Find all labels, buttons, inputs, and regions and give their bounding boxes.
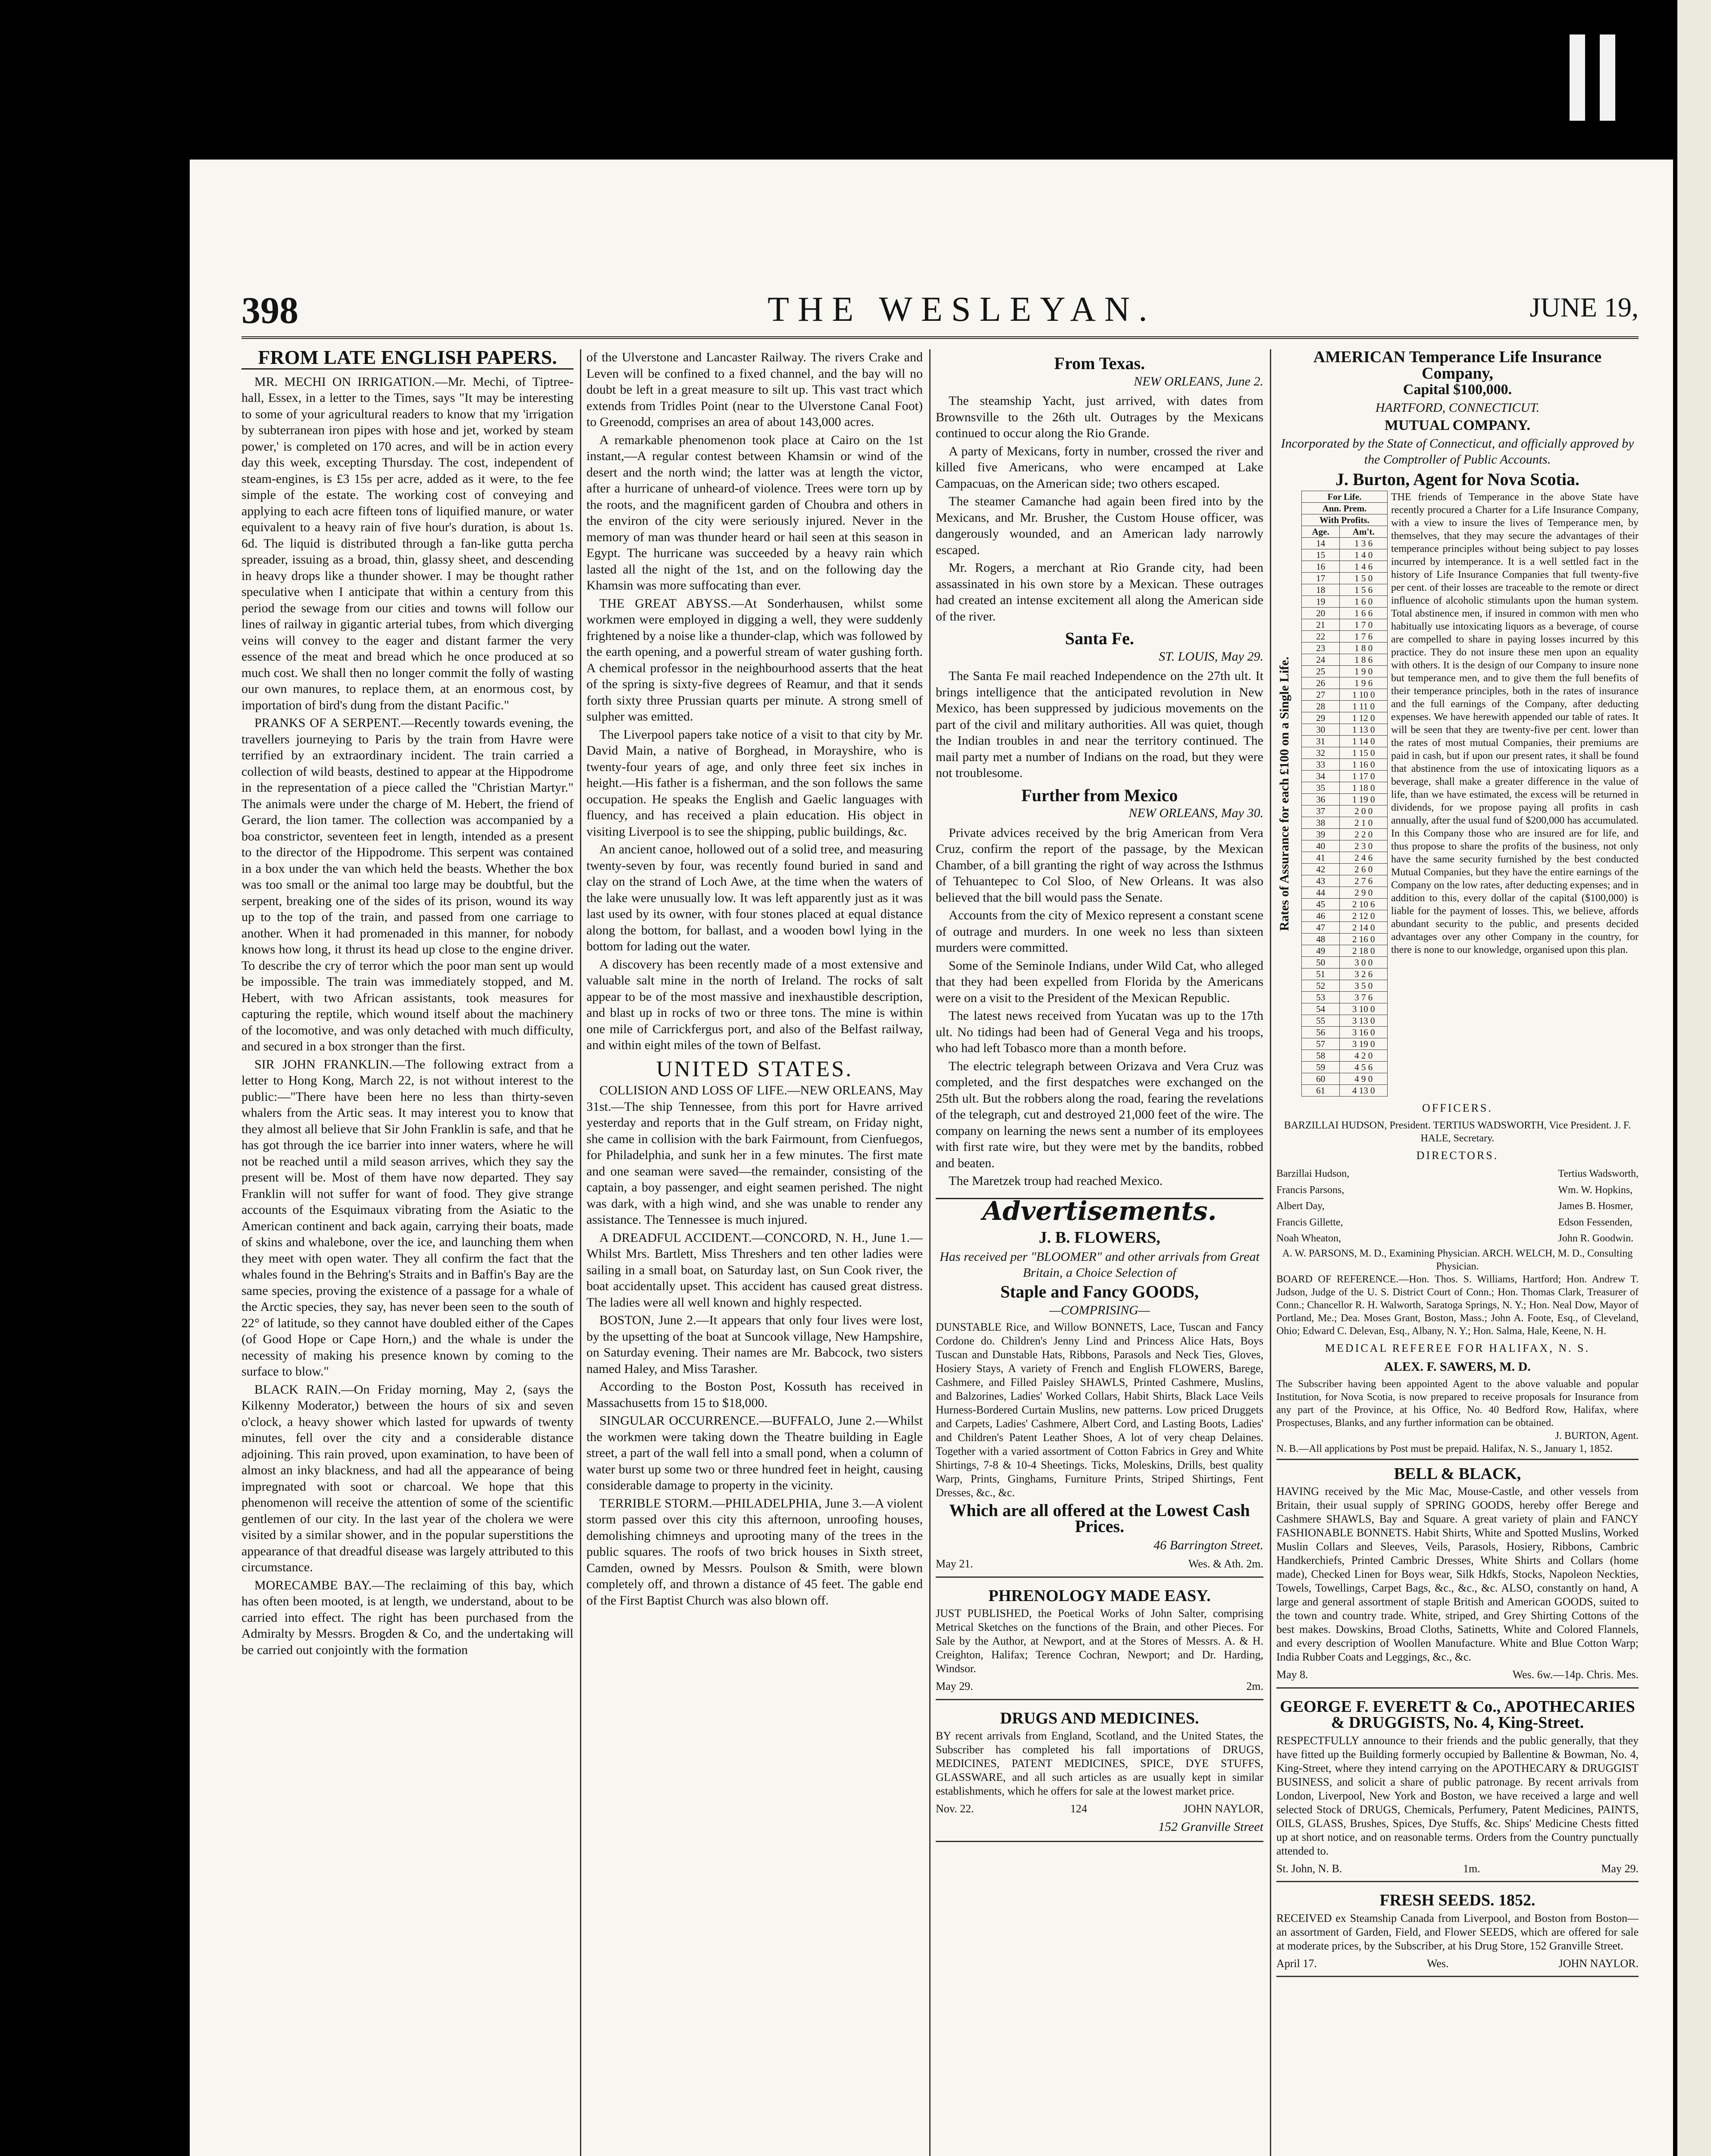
rates-row [1302,968,1388,980]
rates-amount: 2 9 0 [1340,887,1388,899]
article-morecambe: MORECAMBE BAY.—The reclaiming of this bay, which has often been mooted, is at length, we understand, about to be carried into effect. The right has been purchased from the Admiralty by Messrs. Brogden & Co, and the undertaking will be carried out conjointly with the formation [241,1578,573,1657]
rates-age: 40 [1302,840,1340,852]
rates-row [1302,980,1388,992]
rates-amount: 1 5 6 [1340,584,1388,596]
rates-row [1302,899,1388,910]
rates-row [1302,677,1388,689]
rates-amount: 1 14 0 [1340,736,1388,747]
rates-age: 31 [1302,736,1340,747]
rates-amount: 2 14 0 [1340,922,1388,934]
rates-row [1302,608,1388,619]
rates-amount: 4 5 6 [1340,1062,1388,1073]
paragraph: The steamship Yacht, just arrived, with dates from Brownsville to the 26th ult. Outrages by the Mexicans continued to occur along the Rio Grande. [936,394,1263,440]
issue-date: JUNE 19, [1529,292,1639,323]
ad-bell-black [1276,1460,1639,1689]
ad-body: RECEIVED ex Steamship Canada from Liverpool, and Boston from Boston—an assortment of Garden, Field, and Flower SEEDS, which are offered for sale at moderate prices, by the Subscriber, at his Drug Store, 152 Granville Street. [1276,1912,1639,1952]
referee-name: ALEX. F. SAWERS, M. D. [1384,1360,1531,1374]
rates-row [1302,1015,1388,1027]
ad-insertion: 1m. [1463,1862,1480,1875]
rates-age: 45 [1302,899,1340,910]
rates-amount: 1 8 6 [1340,654,1388,666]
insurance-capital: Capital $100,000. [1403,382,1512,398]
director: John R. Goodwin. [1558,1233,1634,1244]
article-cairo: A remarkable phenomenon took place at Cairo on the 1st instant,—A regular contest between Khamsin or wind of the desert and the north wind; the latter was at length the victor, after a hurricane of unheard-of violence. Trees were torn up by the roots, and the magnificent garden of Choubra and others in the environ of the city were seriously injured. Never in the memory of man was thunder heard or hail seen at this season in Egypt. The hurricane was succeeded by a heavy rain which lasted all the night of the 1st, and on the following day the Khamsin was more suffocating than ever. [586,432,923,592]
rates-row [1302,747,1388,759]
article-singular: SINGULAR OCCURRENCE.—BUFFALO, June 2.—Whilst the workmen were taking down the Theatre building in Eagle street, a part of the wall fell into a small pond, when a column of water burst up some two or three hundred feet in height, causing considerable damage to property in the vicinity. [586,1413,923,1492]
rates-header: With Profits. [1302,514,1388,526]
rates-age: 30 [1302,724,1340,736]
rates-age: 39 [1302,829,1340,840]
rates-age: 57 [1302,1038,1340,1050]
rates-row [1302,852,1388,864]
article-railway-cont: of the Ulverstone and Lancaster Railway. The rivers Crake and Leven will be confined to a fixed channel, and the bay will no doubt be left in a great measure to silt up. This vast tract which extends from Tridles Point (near to the Ulverstone Canal Foot) to Greenodd, comprises an area of about 143,000 acres. [586,350,923,429]
rates-age: 26 [1302,677,1340,689]
director: Francis Parsons, [1276,1184,1344,1196]
rates-age: 36 [1302,794,1340,805]
column-rule [1270,349,1271,2156]
ad-date: May 21. [936,1557,973,1570]
ad-date: May 29. [936,1680,973,1692]
ad-title: GEORGE F. EVERETT & Co., APOTHECARIES & DRUGGISTS, No. 4, King-Street. [1280,1697,1635,1732]
rates-body [1302,538,1388,1097]
mexico-heading: Further from Mexico [1021,785,1178,805]
advertisements-heading: Advertisements. [936,1198,1263,1220]
ad-footer [936,1678,1263,1695]
rates-age: 15 [1302,549,1340,561]
rates-row [1302,759,1388,771]
rates-side-label: Rates of Assurance for each £100 on a Single Life. [1277,656,1291,931]
rates-age: 19 [1302,596,1340,608]
texas-heading: From Texas. [1054,354,1145,373]
rates-row [1302,1062,1388,1073]
ad-title: PHRENOLOGY MADE EASY. [988,1586,1211,1605]
ad-body: HAVING received by the Mic Mac, Mouse-Castle, and other vessels from Britain, their usual supply of SPRING GOODS, hereby offer Berege and Cashmere SHAWLS, Bay and Square. A great variety of plain and FANCY FASHIONABLE BONNETS. Habit Shirts, White and Spotted Muslins, Worked Muslin Collars and Sleeves, Veils, Parasols, Hosiery, Ribbons, Cambric Handkerchiefs, Printed Cambric Dresses, White Shirts and Collars (home made), Checked Linen for Boys wear, Silk Hdkfs, Stocks, Napoleon Neckties, Towels, Towellings, Carpet Bags, &c., &c., &c. ALSO, constantly on hand, A large and general assortment of staple British and American GOODS, suited to the town and country trade. White, striped, and Grey Shirting Cottons of the best makes. Dowskins, Broad Cloths, Satinetts, White and Colored Flannels, and every description of Woollen Manufacture. White and Blue Cotton Warp; India Rubber Coats and Leggings, &c., &c. [1276,1485,1639,1663]
dateline: ST. LOUIS, May 29. [1159,649,1263,664]
newspaper-page [190,160,1673,2156]
rates-age: 22 [1302,631,1340,642]
rates-row [1302,782,1388,794]
ad-subtitle: Has received per "BLOOMER" and other arrivals from Great Britain, a Choice Selection of [940,1249,1260,1280]
insurance-city: HARTFORD, CONNECTICUT. [1375,400,1540,415]
rates-row [1302,538,1388,549]
rates-age: 46 [1302,910,1340,922]
paragraph: Private advices received by the brig American from Vera Cruz, confirm the report of the passage, by the Mexican Chamber, of a bill granting the right of way across the Isthmus of Tehuantepec to Col Sloo, of New Orleans. It was also believed that the bill would pass the Senate. [936,825,1263,905]
ad-insertion: 2m. [1246,1680,1263,1692]
ad-footer [1276,1861,1639,1877]
paper-title: THE WESLEYAN. [768,289,1156,329]
ad-everett [1276,1693,1639,1883]
rates-amount: 3 0 0 [1340,957,1388,968]
article-collision: COLLISION AND LOSS OF LIFE.—NEW ORLEANS, May 31st.—The ship Tennessee, from this port for Havre arrived yesterday and reports that in the Gulf stream, on Friday night, she came in collision with the bark Fairmount, from Cienfuegos, for Philadelphia, and sunk her in a few minutes. The first mate and one seaman were saved—the remainder, consisting of the captain, a boy passenger, and eight seamen perished. The night was dark, with a high wind, and she was unable to render any assistance. The Tennessee is much injured. [586,1083,923,1227]
rates-amount: 1 6 0 [1340,596,1388,608]
examiners: A. W. PARSONS, M. D., Examining Physician. ARCH. WELCH, M. D., Consulting Physician. [1282,1247,1633,1272]
paragraph: Accounts from the city of Mexico represent a constant scene of outrage and murders. In one week no less than sixteen murders were committed. [936,908,1263,955]
ad-signature: JOHN NAYLOR, [1183,1802,1263,1815]
ad-offer: Which are all offered at the Lowest Cash Prices. [949,1500,1250,1536]
rates-age: 18 [1302,584,1340,596]
rates-amount: 1 16 0 [1340,759,1388,771]
rates-row [1302,712,1388,724]
insurance-title: AMERICAN Temperance Life Insurance Company, [1313,349,1602,382]
rates-row [1302,573,1388,584]
rates-col-amount: Am't. [1340,526,1388,538]
rates-age: 17 [1302,573,1340,584]
article-serpent: PRANKS OF A SERPENT.—Recently towards evening, the travellers journeying to Paris by the train from Havre were terrified by an extraordinary incident. The train carried a collection of wild beasts, destined to appear at the Hippodrome in the representation of a piece called the "Christian Martyr." The animals were under the charge of M. Hebert, the friend of Gerard, the lion tamer. The collection was accompanied by a boa constrictor, seventeen feet in length, intended as a present to the director of the Hippodrome. This serpent was contained in a box under the van which held the beasts. Whether the box was too small or the animal too large may be doubtful, but the serpent, breaking one of the sides of its prison, wound its way up to the top of the train, and passed from one carriage to another. When it had promenaded in this manner, for nobody knows how long, it thrust its head up close to the engine driver. To describe the cry of terror which the poor man sent up would be impossible. The train was immediately stopped, and M. Hebert, with two African assistants, took measures for capturing the reptile, which wound itself about the machinery of the locomotive, and was only detached with much difficulty, and secured in a box stronger than the first. [241,716,573,1053]
director: Albert Day, [1276,1200,1325,1212]
insurance-agent: J. Burton, Agent for Nova Scotia. [1335,469,1579,489]
paragraph: The Maretzek troup had reached Mexico. [949,1174,1163,1188]
rates-row [1302,666,1388,677]
rates-age: 60 [1302,1073,1340,1085]
section-heading: FROM LATE ENGLISH PAPERS. [241,349,573,370]
paragraph: The steamer Camanche had again been fired into by the Mexicans, and Mr. Brusher, the Custom House officer, was dangerously wounded, and an American lady narrowly escaped. [936,494,1263,557]
rates-age: 41 [1302,852,1340,864]
column-1 [241,349,573,2156]
rates-amount: 2 10 6 [1340,899,1388,910]
rates-age: 21 [1302,619,1340,631]
rates-row [1302,701,1388,712]
director: Tertius Wadsworth, [1558,1168,1639,1179]
agent-notice: The Subscriber having been appointed Agent to the above valuable and popular Institution, for Nova Scotia, is now prepared to receive proposals for Insurance from any part of the Province, at his Office, No. 40 Bedford Row, Halifax, where Prospectuses, Blanks, and any further information can be obtained. [1276,1378,1639,1429]
rates-age: 42 [1302,864,1340,875]
officers-caption: OFFICERS. [1422,1102,1493,1114]
rates-amount: 4 13 0 [1340,1085,1388,1097]
article-boston: BOSTON, June 2.—It appears that only four lives were lost, by the upsetting of the boat at Suncook village, New Hampshire, on Saturday evening. Their names are Mr. Babcock, two sisters named Haley, and Miss Tarasher. [586,1313,923,1376]
rates-header: Ann. Prem. [1302,503,1388,514]
rates-amount: 2 4 6 [1340,852,1388,864]
rates-amount: 3 7 6 [1340,992,1388,1003]
rates-age: 32 [1302,747,1340,759]
ad-body: JUST PUBLISHED, the Poetical Works of John Salter, comprising Metrical Sketches on the functions of the Brain, and other Pieces. For Sale by the Author, at Newport, and at the Stores of Messrs. A. & H. Creighton, Halifax; Terence Cochran, Newport; and Dr. Harding, Windsor. [936,1607,1263,1675]
rates-age: 59 [1302,1062,1340,1073]
rates-row [1302,1085,1388,1097]
rates-age: 16 [1302,561,1340,573]
rates-row [1302,840,1388,852]
column-4 [1276,349,1639,2156]
ad-footer [1276,1667,1639,1683]
rates-row [1302,945,1388,957]
ad-place: St. John, N. B. [1276,1862,1342,1875]
rates-row [1302,992,1388,1003]
director: Noah Wheaton, [1276,1233,1341,1244]
article-storm: TERRIBLE STORM.—PHILADELPHIA, June 3.—A violent storm passed over this city this afternoon, unroofing houses, demolishing chimneys and uprooting many of the trees in the public squares. The roofs of two brick houses in Sixth street, Camden, owned by Messrs. Poulson & Smith, were blown completely off, and thrown a distance of 45 feet. The gable end of the First Baptist Church was also blown off. [586,1496,923,1608]
rates-row [1302,1073,1388,1085]
rates-age: 24 [1302,654,1340,666]
page-number: 398 [241,290,298,332]
rates-amount: 2 16 0 [1340,934,1388,945]
rates-amount: 1 9 0 [1340,666,1388,677]
rates-row [1302,934,1388,945]
rates-row [1302,561,1388,573]
article-kossuth: According to the Boston Post, Kossuth has received in Massachusetts from 15 to $18,000. [586,1379,923,1410]
rates-amount: 1 11 0 [1340,701,1388,712]
rates-amount: 1 9 6 [1340,677,1388,689]
board-of-reference: BOARD OF REFERENCE.—Hon. Thos. S. Williams, Hartford; Hon. Andrew T. Judson, Judge of the U. S. District Court of Conn.; Hon. Thomas Clark, Treasurer of Conn.; Chancellor R. H. Walworth, Saratoga Springs, N. Y.; Hon. Neal Dow, Mayor of Portland, Me.; Dea. Moses Grant, Boston, Mass.; John A. Foote, Esq., of Cleveland, Ohio; Edward C. Delevan, Esq., Albany, N. Y.; Hon. Salma, Hale, Keene, N. H. [1276,1273,1639,1337]
rates-amount: 1 5 0 [1340,573,1388,584]
rates-row [1302,1050,1388,1062]
rates-row [1302,642,1388,654]
scan-bar [1600,34,1615,121]
rates-age: 27 [1302,689,1340,701]
masthead [241,289,1639,336]
rates-amount: 2 3 0 [1340,840,1388,852]
rates-age: 48 [1302,934,1340,945]
directors-caption: DIRECTORS. [1416,1149,1499,1162]
rates-row [1302,771,1388,782]
ad-flowers [936,1224,1263,1578]
ad-address: 152 Granville Street [1158,1819,1263,1834]
article-salt-mine: A discovery has been recently made of a most extensive and valuable salt mine in the north of Ireland. The rocks of salt appear to be of the most massive and inexhaustible description, and blast up in rocks of two or three tons. The mine is within one mile of Carrickfergus port, and also of the Belfast railway, and within eight miles of the town of Belfast. [586,957,923,1052]
ad-footer [936,1556,1263,1572]
ad-insertion: Wes. 6w.—14p. Chris. Mes. [1512,1668,1639,1681]
rates-age: 43 [1302,875,1340,887]
rates-age: 58 [1302,1050,1340,1062]
insurance-incorporation: Incorporated by the State of Connecticut, and officially approved by the Comptroller of Public Accounts. [1281,436,1634,467]
ad-seeds [1276,1887,1639,1977]
rates-row [1302,596,1388,608]
rates-age: 35 [1302,782,1340,794]
rates-amount: 3 19 0 [1340,1038,1388,1050]
ad-date: May 29. [1601,1862,1639,1875]
paragraph: A party of Mexicans, forty in number, crossed the river and killed five Americans, who were encamped at Lake Campacuas, on the American side; two others escaped. [936,444,1263,491]
rates-row [1302,875,1388,887]
rates-age: 33 [1302,759,1340,771]
column-rule [580,349,581,2156]
rates-amount: 3 5 0 [1340,980,1388,992]
rates-row [1302,1027,1388,1038]
ad-title: FRESH SEEDS. 1852. [1379,1891,1536,1909]
rates-row [1302,794,1388,805]
rates-header: For Life. [1302,491,1388,503]
rates-row [1302,724,1388,736]
rates-age: 34 [1302,771,1340,782]
ad-body: DUNSTABLE Rice, and Willow BONNETS, Lace, Tuscan and Fancy Cordone do. Children's Jenny Lind and Princess Alice Hats, Boys Tuscan and Dunstable Hats, Ribbons, Parasols and Neck Ties, Gloves, Hosiery Stays, A variety of French and English FLOWERS, Barege, Cashmere, and Filled Paisley SHAWLS, Printed Cashmere, Muslins, and Balzorines, Ladies' Worked Collars, Habit Shirts, Black Lace Veils Hurness-Bordered Curtain Muslins, new patterns. Low priced Druggets and Carpets, Ladies' Cashmere, Albert Cord, and Lasting Boots, Ladies' and Children's Patent Leather Shoes, A lot of very cheap Delaines. Together with a varied assortment of Cotton Fabrics in Grey and White Shirtings, 7-8 & 10-4 Sheetings. Ticks, Moleskins, Drills, best quality Warp, Prints, Ginghams, Furniture Prints, Striped Shirtings, Fent Dresses, &c., &c. [936,1320,1263,1499]
dateline: NEW ORLEANS, June 2. [1134,374,1263,389]
ad-date: April 17. [1276,1957,1317,1970]
rates-age: 47 [1302,922,1340,934]
ad-date: Nov. 22. [936,1802,974,1815]
rates-amount: 1 17 0 [1340,771,1388,782]
rates-amount: 3 13 0 [1340,1015,1388,1027]
director: Francis Gillette, [1276,1216,1343,1228]
rates-age: 14 [1302,538,1340,549]
paragraph: The Santa Fe mail reached Independence on the 27th ult. It brings intelligence that the anticipated revolution in New Mexico, has been suppressed by judicious movements on the part of the civil and military authorities. All was quiet, though the Indian troubles in and near the territory continued. The mail party met a number of Indians on the road, but they were not troublesome. [936,669,1263,780]
article-great-abyss: THE GREAT ABYSS.—At Sonderhausen, whilst some workmen were employed in digging a well, they were suddenly frightened by a noise like a thunder-clap, which was followed by the earth opening, and a powerful stream of water gushing forth. A chemical professor in the neighbourhood asserts that the heat of the spring is sixty-five degrees of Reamur, and that it sends forth sixty three Prussian quarts per minute. A strong smell of sulpher was emitted. [586,596,923,724]
rates-col-age: Age. [1302,526,1340,538]
ad-signature: JOHN NAYLOR. [1558,1957,1639,1970]
rates-row [1302,910,1388,922]
article-black-rain: BLACK RAIN.—On Friday morning, May 2, (says the Kilkenny Moderator,) between the hours of six and seven o'clock, a heavy shower which lasted for upwards of twenty minutes, fell over the city and a considerable distance adjoining. This rain proved, upon examination, to have been of almost an inky blackness, and had all the appearance of being impregnated with soot or charcoal. We hope that this phenomenon will receive the attention of some of the scientific gentlemen of our city. In the last year of the cholera we were visited by a similar shower, and in the popular superstitions the appearance of that dreadful disease was largely attributed to this circumstance. [241,1382,573,1574]
masthead-rule [241,336,1639,339]
rates-amount: 2 1 0 [1340,817,1388,829]
rates-age: 54 [1302,1003,1340,1015]
rates-amount: 1 13 0 [1340,724,1388,736]
article-dreadful-accident: A DREADFUL ACCIDENT.—CONCORD, N. H., June 1.—Whilst Mrs. Bartlett, Miss Threshers and ten other ladies were sailing in a small boat, on Saturday last, on Sun Cook river, the boat accidentally upset. This accident has caused great distress. The ladies were all well known and highly respected. [586,1230,923,1310]
section-heading-us: UNITED STATES. [656,1056,853,1081]
rates-amount: 1 7 0 [1340,619,1388,631]
rates-amount: 4 2 0 [1340,1050,1388,1062]
rates-row [1302,817,1388,829]
rates-amount: 1 12 0 [1340,712,1388,724]
article-david-main: The Liverpool papers take notice of a visit to that city by Mr. David Main, a native of Borghead, in Morayshire, who is twenty-four years of age, and only three feet six inches in height.—His father is a fisherman, and the son follows the same occupation. He speaks the English and Gaelic languages with fluency, and has received a plain education. His object in visiting Liverpool is to see the shipping, public buildings, &c. [586,727,923,839]
right-edge-strip [1677,0,1711,2156]
rates-age: 28 [1302,701,1340,712]
rates-age: 61 [1302,1085,1340,1097]
rates-row [1302,887,1388,899]
santa-fe-heading: Santa Fe. [1065,629,1134,648]
rates-amount: 2 18 0 [1340,945,1388,957]
director: James B. Hosmer, [1558,1200,1633,1212]
column-rule [929,349,931,2156]
rates-age: 38 [1302,817,1340,829]
ad-body: BY recent arrivals from England, Scotland, and the United States, the Subscriber has completed his fall importations of DRUGS, MEDICINES, PATENT MEDICINES, SPICE, DYE STUFFS, GLASSWARE, and all such articles as are usually kept in similar establishments, which he offers for sale at the lowest market price. [936,1730,1263,1797]
rates-amount: 3 2 6 [1340,968,1388,980]
director: Wm. W. Hopkins, [1558,1184,1633,1196]
column-3 [936,349,1263,2156]
rates-amount: 3 10 0 [1340,1003,1388,1015]
rates-amount: 1 19 0 [1340,794,1388,805]
ad-insertion: 124 [1070,1802,1087,1815]
dateline: NEW ORLEANS, May 30. [1128,806,1263,820]
article-franklin: SIR JOHN FRANKLIN.—The following extract from a letter to Hong Kong, March 22, is not without interest to the public:—"There have been here no less than thirty-seven whalers from the Artic seas. It may interest you to know that they almost all believe that Sir John Franklin is safe, and that he has got through the ice barrier into inner waters, where he will not be reached until a mild season arrives, which they say the present will be. Most of them have now departed. They say Franklin will not suffer for want of food. They give strange accounts of the Esquimaux vibrating from the Asiatic to the American continent and back again, carrying their boats, made of skins and whalebone, over the ice, and launching them when they meet with open water. They all confirm the fact that the whales found in the Behring's Straits and in Baffin's Bay are the same species, proving the existence of a passage for a whale of the Arctic species, they say, has never been seen to the south of 22° of latitude, so they cannot have doubled either of the Capes (of Good Hope or Cape Horn,) and the whale is under the necessity of making his presence known by coming to the surface to blow." [241,1057,573,1379]
ad-drugs [936,1705,1263,1843]
rates-amount: 1 8 0 [1340,642,1388,654]
insurance-text: THE friends of Temperance in the above State have recently procured a Charter for a Life Insurance Company, with a view to insure the lives of Temperance men, by themselves, that they may secure the advantages of their temperance principles without being subject to pay losses incurred by intemperance. It is a well settled fact in the history of Life Insurance Companies that full twenty-five per cent. of their losses are traceable to the remote or direct influence of alcoholic stimulants upon the human system. Total abstinence men, if insured in common with men who habitually use intoxicating liquors as a beverage, of course are compelled to share in paying losses incurred by this practice. They do not insure these men upon an equality with others. It is the design of our Company to insure none but temperance men, and to give them the full benefits of their temperance principles, both in the rates of insurance and the full earnings of the Company, after deducting expenses. We have herewith appended our table of rates. It will be seen that they are twenty-five per cent. lower than the rates of most mutual Companies, their premiums are paid in cash, but if upon our present rates, it shall be found that abstinence from the use of intoxicating liquors as a beverage, shall make a greater difference in the value of life, than we have estimated, the excess will be returned in dividends, for we propose paying all profits in cash annually, after the usual fund of $200,000 has accumulated. In this Company those who are insured are for life, and thus propose to share the profits of the business, not only have the same security furnished by the best conducted Mutual Companies, but they have the entire earnings of the Company on the low rates, after deducting expenses; and in addition to this, every dollar of the capital ($100,000) is liable for the payment of losses. This, we believe, affords abundant security to the public, and presents decided advantages over any other Company in the country, for there is none to our knowledge, organised upon this plan. [1391,492,1639,956]
ad-footer [936,1801,1263,1817]
rates-row [1302,805,1388,817]
rates-age: 25 [1302,666,1340,677]
paragraph: The electric telegraph between Orizava and Vera Cruz was completed, and the first despatches were exchanged on the 25th ult. But the robbers along the road, fearing the revelations of the telegraph, cut and destroyed 21,000 feet of the wire. The company on learning the news sent a number of its employees with first rate wire, but they were met by the bandits, robbed and beaten. [936,1059,1263,1170]
rates-row [1302,736,1388,747]
rates-age: 50 [1302,957,1340,968]
paragraph: Some of the Seminole Indians, under Wild Cat, who alleged that they had been expelled from Florida by the Americans were on a visit to the President of the Mexican Republic. [936,958,1263,1005]
paragraph: Mr. Rogers, a merchant at Rio Grande city, had been assassinated in his own store by a Mexican. These outrages had created an intense excitement all along the American side of the river. [936,561,1263,624]
rates-age: 53 [1302,992,1340,1003]
rates-amount: 2 12 0 [1340,910,1388,922]
rates-age: 52 [1302,980,1340,992]
rates-row [1302,829,1388,840]
rates-amount: 2 7 6 [1340,875,1388,887]
rates-row [1302,864,1388,875]
rates-age: 56 [1302,1027,1340,1038]
ad-phrenology [936,1582,1263,1700]
rates-age: 55 [1302,1015,1340,1027]
rates-row [1302,957,1388,968]
column-2 [586,349,923,2156]
ad-goods: Staple and Fancy GOODS, [1000,1282,1199,1301]
rates-row [1302,1003,1388,1015]
agent-nb: N. B.—All applications by Post must be prepaid. Halifax, N. S., January 1, 1852. [1276,1442,1639,1460]
rates-amount: 3 16 0 [1340,1027,1388,1038]
ad-title: J. B. FLOWERS, [1039,1228,1160,1247]
rates-amount: 2 0 0 [1340,805,1388,817]
rates-row [1302,654,1388,666]
rates-age: 20 [1302,608,1340,619]
article-canoe: An ancient canoe, hollowed out of a solid tree, and measuring twenty-seven by four, was recently found buried in sand and clay on the strand of Loch Awe, at the time when the waters of the lake were unusually low. It was left apparently just as it was last used by its owner, with four stones placed at equal distance along the bottom, for ballast, and a wooden bowl lying in the bottom for lading out the water. [586,842,923,953]
ad-date: May 8. [1276,1668,1308,1681]
ad-insertion: Wes. & Ath. 2m. [1188,1557,1263,1570]
scan-bar [1570,34,1585,121]
ad-insertion: Wes. [1426,1957,1449,1970]
rates-amount: 1 3 6 [1340,538,1388,549]
rates-row [1302,1038,1388,1050]
ad-footer [1276,1955,1639,1972]
rates-amount: 2 2 0 [1340,829,1388,840]
article-irrigation: MR. MECHI ON IRRIGATION.—Mr. Mechi, of Tiptree-hall, Essex, in a letter to the Times, says "It may be interesting to some of your agricultural readers to know that my 'irrigation by subterranean iron pipes with hose and jet, worked by steam power,' is completed on 170 acres, and will be in action every day this week, excepting Thursday. The cost, independent of steam-engines, is £3 15s per acre, added as it were, to the fee simple of the estate. The working cost of conveying and applying to each acre fifteen tons of liquified manure, or water equivalent to a heavy rain of five hour's duration, is about 1s. 6d. The liquid is distributed through a fan-like gutta percha spreader, issuing as a broad, thin, glassy sheet, and descending in heavy drops like a thunder shower. I may be thought rather speculative when I anticipate that within a century from this period the sewage from our cities and towns will follow our lines of railway in gigantic arterial tubes, from which diverging veins will convey to the eager and distant farmer the very essence of the meat and bread which he once produced at so much cost. We shall then no longer commit the folly of wasting our own manures, to replace them, at an enormous cost, by importation of bird's dung from the distant Pacific." [241,374,573,712]
rates-row [1302,689,1388,701]
rates-row [1302,619,1388,631]
rates-age: 37 [1302,805,1340,817]
rates-amount: 1 15 0 [1340,747,1388,759]
ad-title: DRUGS AND MEDICINES. [1000,1709,1199,1727]
rates-amount: 1 4 6 [1340,561,1388,573]
rates-amount: 1 4 0 [1340,549,1388,561]
directors-list [1276,1166,1639,1247]
rates-amount: 1 10 0 [1340,689,1388,701]
rates-amount: 1 6 6 [1340,608,1388,619]
rates-table [1301,491,1388,1097]
insurance-body-wrap [1276,491,1639,1097]
ad-body: RESPECTFULLY announce to their friends and the public generally, that they have fitted up the Building formerly occupied by Ballentine & Bowman, No. 4, King-Street, where they intend carrying on the APOTHECARY & DRUGGIST BUSINESS, and solicit a share of public patronage. By recent arrivals from London, Liverpool, New York and Boston, we have received a large and well selected Stock of DRUGS, Chemicals, Perfumery, Patent Medicines, PAINTS, OILS, GLASS, Brushes, Spices, Dye Stuffs, &c. Ships' Medicine Chests fitted up at short notice, and on reasonable terms. Orders from the Country punctually attended to. [1276,1734,1639,1857]
ad-comprising: —COMPRISING— [1049,1303,1150,1317]
rates-age: 44 [1302,887,1340,899]
rates-row [1302,549,1388,561]
rates-age: 51 [1302,968,1340,980]
agent-signature: J. BURTON, Agent. [1555,1430,1639,1442]
rates-amount: 4 9 0 [1340,1073,1388,1085]
rates-age: 23 [1302,642,1340,654]
referee-caption: MEDICAL REFEREE FOR HALIFAX, N. S. [1325,1341,1590,1354]
director: Barzillai Hudson, [1276,1168,1350,1179]
rates-row [1302,922,1388,934]
ad-address: 46 Barrington Street. [1153,1538,1263,1552]
officers-list: BARZILLAI HUDSON, President. TERTIUS WADSWORTH, Vice President. J. F. HALE, Secretary. [1284,1119,1631,1144]
rates-row [1302,631,1388,642]
rates-amount: 2 6 0 [1340,864,1388,875]
rates-age: 49 [1302,945,1340,957]
rates-row [1302,584,1388,596]
insurance-mutual: MUTUAL COMPANY. [1384,417,1531,433]
rates-age: 29 [1302,712,1340,724]
rates-amount: 1 18 0 [1340,782,1388,794]
rates-amount: 1 7 6 [1340,631,1388,642]
director: Edson Fessenden, [1558,1216,1633,1228]
paragraph: The latest news received from Yucatan was up to the 17th ult. No tidings had been had of General Vega and his troops, who had left Tobasco more than a month before. [936,1009,1263,1055]
ad-title: BELL & BLACK, [1394,1464,1521,1483]
